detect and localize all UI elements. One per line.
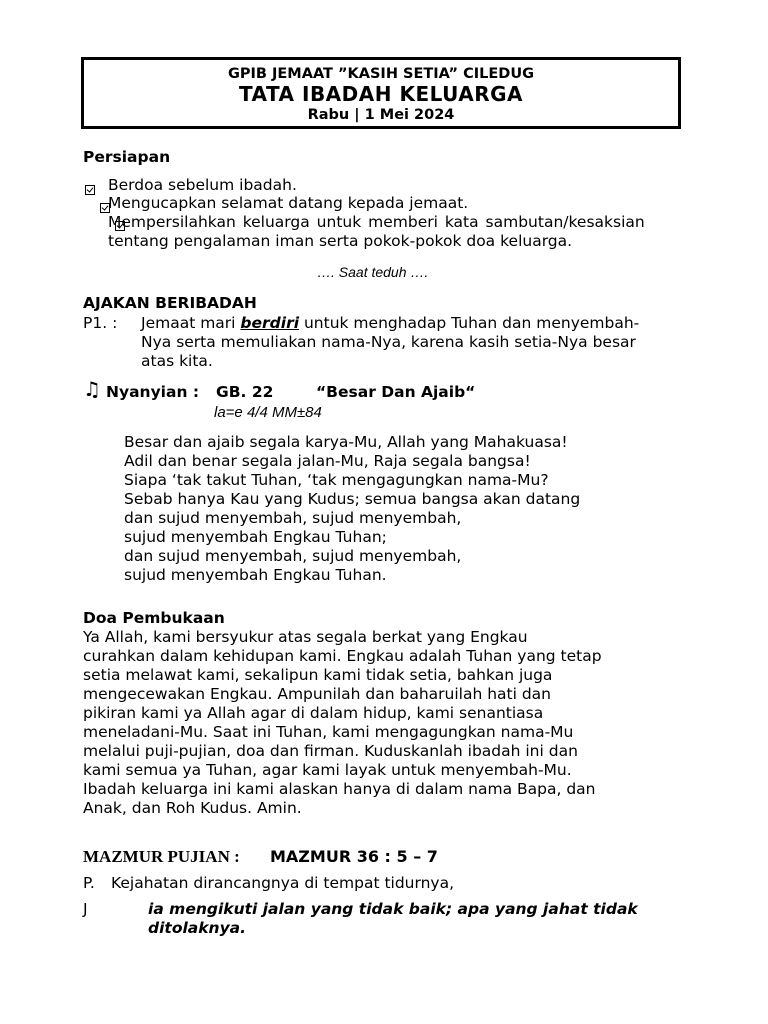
mazmur-j-line: ditolaknya. bbox=[148, 919, 247, 937]
lyric-line: Besar dan ajaib segala karya-Mu, Allah yang Mahakuasa! bbox=[124, 433, 568, 451]
ajakan-post: untuk menghadap Tuhan dan menyembah- bbox=[303, 314, 640, 332]
ajakan-label: P1. : bbox=[83, 314, 118, 332]
doa-heading: Doa Pembukaan bbox=[83, 609, 225, 627]
ajakan-line-2: Nya serta memuliakan nama-Nya, karena kasih setia-Nya besar bbox=[141, 333, 636, 351]
ajakan-heading: AJAKAN BERIBADAH bbox=[83, 294, 257, 312]
ajakan-emphasis: berdiri bbox=[240, 314, 300, 332]
mazmur-label: MAZMUR PUJIAN : bbox=[83, 847, 240, 866]
lyric-line: dan sujud menyembah, sujud menyembah, bbox=[124, 547, 462, 565]
ajakan-line-1 bbox=[141, 314, 686, 333]
doa-line: Ibadah keluarga ini kami alaskan hanya di dalam nama Bapa, dan bbox=[83, 780, 596, 798]
doa-line: mengecewakan Engkau. Ampunilah dan baharuilah hati dan bbox=[83, 685, 552, 703]
music-note-icon: ♫ bbox=[83, 377, 101, 401]
ajakan-pre: Jemaat mari bbox=[141, 314, 236, 332]
saat-teduh: …. Saat teduh …. bbox=[317, 264, 429, 280]
persiapan-item: Mengucapkan selamat datang kepada jemaat. bbox=[108, 194, 469, 212]
persiapan-item: tentang pengalaman iman serta pokok-pokok doa keluarga. bbox=[108, 232, 573, 250]
lyric-line: sujud menyembah Engkau Tuhan; bbox=[124, 528, 387, 546]
lyric-line: Adil dan benar segala jalan-Mu, Raja segala bangsa! bbox=[124, 452, 531, 470]
header-box bbox=[81, 57, 681, 129]
doa-line: meneladani-Mu. Saat ini Tuhan, kami mengagungkan nama-Mu bbox=[83, 723, 574, 741]
nyanyian-label: Nyanyian : bbox=[106, 383, 200, 401]
doa-line: curahkan dalam kehidupan kami. Engkau adalah Tuhan yang tetap bbox=[83, 647, 602, 665]
song-number: GB. 22 bbox=[216, 383, 274, 401]
lyric-line: dan sujud menyembah, sujud menyembah, bbox=[124, 509, 462, 527]
service-date: Rabu | 1 Mei 2024 bbox=[307, 107, 455, 123]
church-name: GPIB JEMAAT ”KASIH SETIA” CILEDUG bbox=[227, 66, 534, 82]
doa-line: setia melawat kami, sekalipun kami tidak setia, bahkan juga bbox=[83, 666, 553, 684]
lyric-line: sujud menyembah Engkau Tuhan. bbox=[124, 566, 387, 584]
mazmur-j-line: ia mengikuti jalan yang tidak baik; apa yang jahat tidak bbox=[148, 900, 638, 918]
doa-line: melalui puji-pujian, doa dan firman. Kuduskanlah ibadah ini dan bbox=[83, 742, 578, 760]
doa-line: pikiran kami ya Allah agar di dalam hidup, kami senantiasa bbox=[83, 704, 544, 722]
song-title: “Besar Dan Ajaib“ bbox=[316, 383, 476, 401]
mazmur-j-label: J bbox=[83, 900, 88, 918]
checkbox-checked-icon bbox=[85, 185, 95, 195]
song-key: la=e 4/4 MM±84 bbox=[214, 404, 322, 421]
persiapan-item: Mempersilahkan keluarga untuk memberi kata sambutan/kesaksian bbox=[108, 213, 645, 231]
doa-line: kami semua ya Tuhan, agar kami layak untuk menyembah-Mu. bbox=[83, 761, 572, 779]
doa-line: Ya Allah, kami bersyukur atas segala berkat yang Engkau bbox=[83, 628, 528, 646]
persiapan-item: Berdoa sebelum ibadah. bbox=[108, 176, 297, 194]
mazmur-p-text: Kejahatan dirancangnya di tempat tidurnya, bbox=[111, 874, 455, 892]
ajakan-line-3: atas kita. bbox=[141, 352, 213, 370]
lyric-line: Siapa ‘tak takut Tuhan, ‘tak mengagungkan nama-Mu? bbox=[124, 471, 549, 489]
mazmur-p-label: P. bbox=[83, 874, 95, 892]
persiapan-heading: Persiapan bbox=[83, 148, 171, 166]
lyric-line: Sebab hanya Kau yang Kudus; semua bangsa akan datang bbox=[124, 490, 581, 508]
mazmur-reference: MAZMUR 36 : 5 – 7 bbox=[270, 847, 438, 866]
doa-line: Anak, dan Roh Kudus. Amin. bbox=[83, 799, 302, 817]
document-title: TATA IBADAH KELUARGA bbox=[238, 82, 524, 106]
